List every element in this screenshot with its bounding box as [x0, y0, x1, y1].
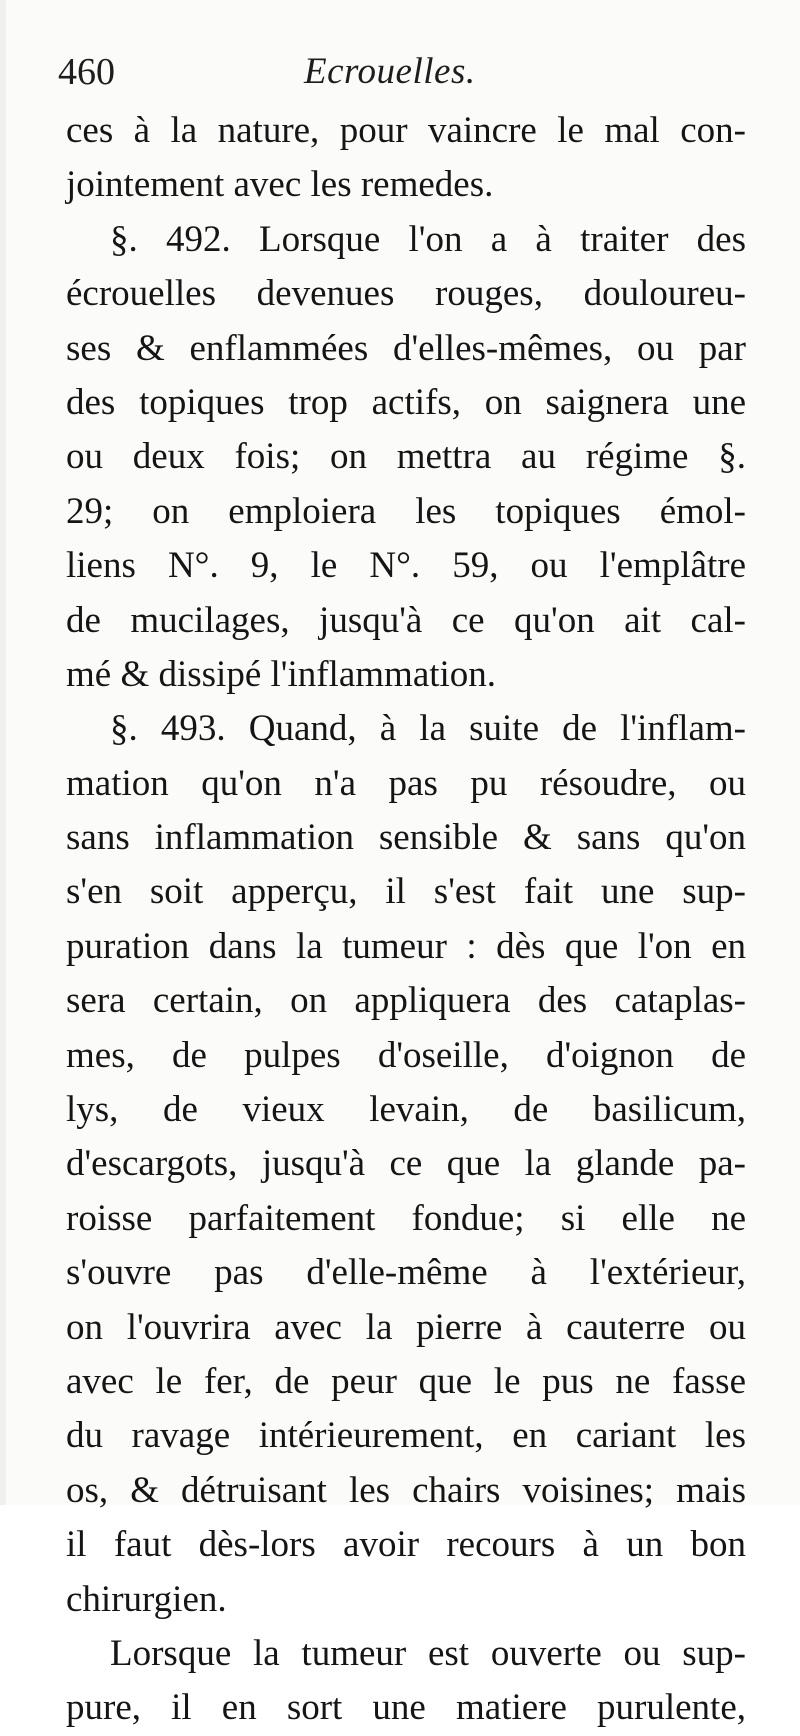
text-line: jointement avec les remedes.	[66, 164, 494, 206]
page-number: 460	[58, 51, 115, 93]
body-text	[66, 104, 746, 1736]
text-line: 29; on emploiera les topiques émol-	[66, 490, 746, 532]
running-title: Ecrouelles.	[304, 51, 476, 92]
text-line: pure, il en sort une matiere purulente,	[66, 1687, 746, 1729]
paragraph-493-start: §. 493. Quand, à la suite de l'inflam-	[110, 708, 746, 750]
text-line: ses & enflammées d'elles-mêmes, ou par	[66, 327, 746, 369]
text-line: il faut dès-lors avoir recours à un bon	[66, 1524, 746, 1566]
text-line: os, & détruisant les chairs voisines; mais	[66, 1469, 746, 1511]
text-line: avec le fer, de peur que le pus ne fasse	[66, 1360, 746, 1402]
text-line: d'escargots, jusqu'à ce que la glande pa-	[66, 1143, 746, 1185]
page-header	[58, 50, 758, 100]
text-line: chirurgien.	[66, 1578, 227, 1620]
text-line: mation qu'on n'a pas pu résoudre, ou	[66, 762, 746, 804]
text-line: ces à la nature, pour vaincre le mal con-	[66, 110, 746, 151]
text-line: mé & dissipé l'inflammation.	[66, 653, 497, 695]
text-line: ou deux fois; on mettra au régime §.	[66, 436, 746, 478]
text-line: s'en soit apperçu, il s'est fait une sup-	[66, 871, 746, 913]
paragraph-492-start: §. 492. Lorsque l'on a à traiter des	[110, 218, 746, 260]
text-line: lys, de vieux levain, de basilicum,	[66, 1089, 746, 1131]
text-line: du ravage intérieurement, en cariant les	[66, 1415, 746, 1457]
text-line: on l'ouvrira avec la pierre à cauterre ou	[66, 1306, 746, 1348]
paragraph-start: Lorsque la tumeur est ouverte ou sup-	[110, 1632, 746, 1674]
text-line: mes, de pulpes d'oseille, d'oignon de	[66, 1034, 746, 1076]
text-line: de mucilages, jusqu'à ce qu'on ait cal-	[66, 599, 746, 641]
text-line: liens N°. 9, le N°. 59, ou l'emplâtre	[66, 545, 746, 587]
text-line: sera certain, on appliquera des cataplas-	[66, 980, 746, 1022]
text-line: puration dans la tumeur : dès que l'on en	[66, 925, 746, 967]
text-line: écrouelles devenues rouges, douloureu-	[66, 273, 746, 315]
text-line: sans inflammation sensible & sans qu'on	[66, 817, 746, 859]
text-line: roisse parfaitement fondue; si elle ne	[66, 1197, 746, 1239]
text-line: des topiques trop actifs, on saignera une	[66, 381, 746, 423]
text-line: s'ouvre pas d'elle-même à l'extérieur,	[66, 1252, 746, 1294]
